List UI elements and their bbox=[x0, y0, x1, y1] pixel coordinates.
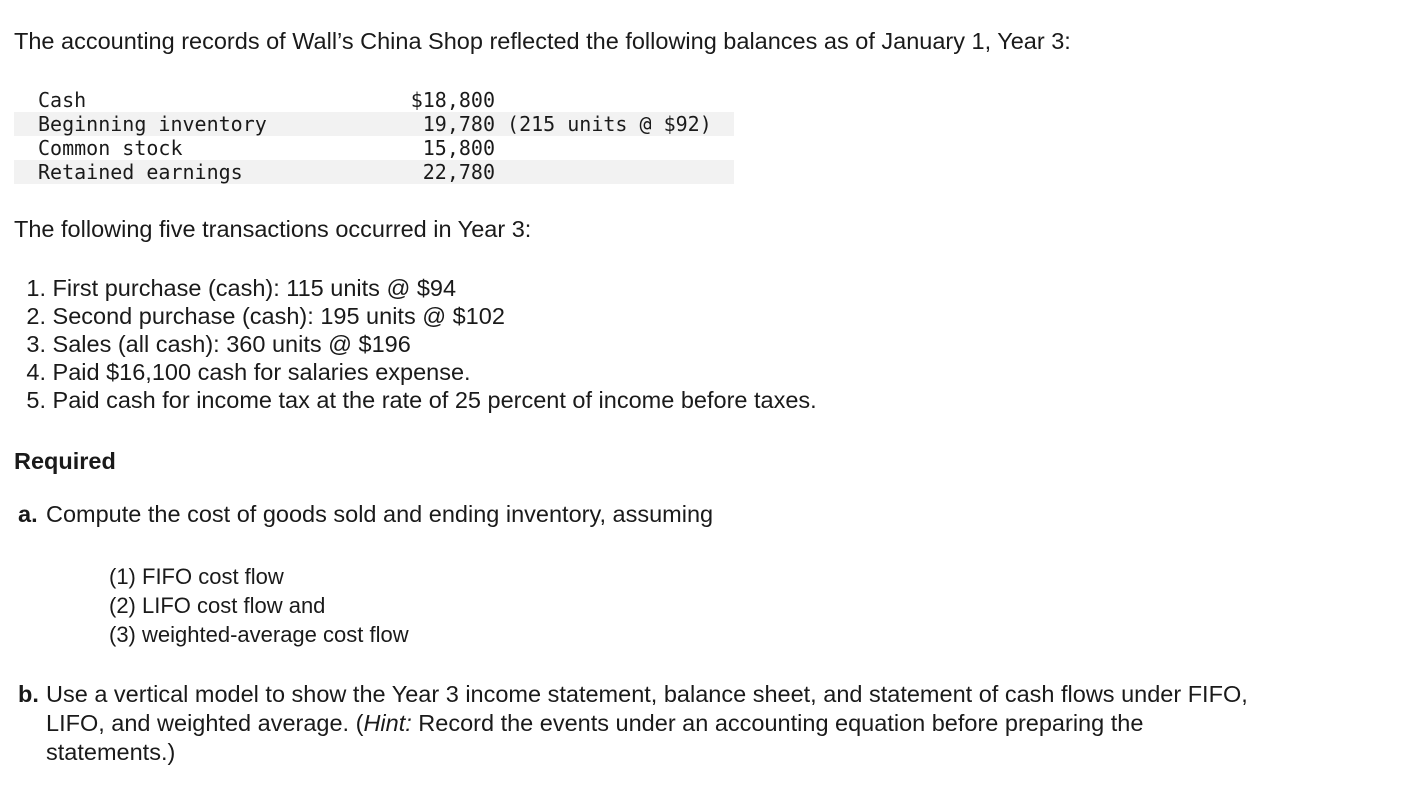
list-item bbox=[14, 386, 817, 414]
part-a-text: Compute the cost of goods sold and ending inventory, assuming bbox=[46, 501, 714, 527]
list-item bbox=[14, 330, 817, 358]
account-note bbox=[495, 136, 734, 160]
list-item: (2) LIFO cost flow and bbox=[109, 593, 326, 618]
item-number: 2. bbox=[26, 303, 46, 329]
table-row bbox=[14, 136, 734, 160]
account-name: Common stock bbox=[38, 136, 183, 160]
table-row bbox=[14, 112, 734, 136]
part-b-label: b. bbox=[18, 681, 39, 707]
item-number: 1. bbox=[26, 275, 46, 301]
hint-label: Hint: bbox=[363, 710, 412, 736]
inventory-note: (215 units @ $92) bbox=[507, 112, 712, 136]
table-row bbox=[14, 160, 734, 184]
item-text: Second purchase (cash): 195 units @ $102 bbox=[52, 303, 505, 329]
account-amount: 15,800 bbox=[422, 136, 495, 160]
part-b-line-1 bbox=[18, 680, 1348, 709]
item-text: Paid cash for income tax at the rate of 25 percent of income before taxes. bbox=[52, 387, 817, 413]
account-name: Retained earnings bbox=[14, 160, 329, 184]
account-note bbox=[495, 88, 734, 112]
item-text: Sales (all cash): 360 units @ $196 bbox=[52, 331, 411, 357]
transaction-list bbox=[14, 274, 817, 414]
part-b-line-2 bbox=[18, 709, 1348, 738]
list-item bbox=[14, 302, 817, 330]
account-amount: $18,800 bbox=[410, 88, 495, 112]
table-row bbox=[14, 88, 734, 112]
required-heading: Required bbox=[14, 448, 116, 474]
part-b-line-2-post: Record the events under an accounting equation before preparing the bbox=[411, 710, 1144, 736]
item-number: 5. bbox=[26, 387, 46, 413]
transactions-intro: The following five transactions occurred in Year 3: bbox=[14, 216, 532, 242]
part-a-label: a. bbox=[18, 501, 38, 527]
account-amount: 19,780 bbox=[329, 112, 495, 136]
account-note bbox=[495, 160, 734, 184]
part-a bbox=[18, 500, 713, 529]
balances-table bbox=[14, 88, 734, 184]
account-amount: 22,780 bbox=[329, 160, 495, 184]
list-item: (3) weighted-average cost flow bbox=[109, 622, 409, 647]
list-item bbox=[14, 358, 817, 386]
intro-text: The accounting records of Wall’s China Shop reflected the following balances as of January 1, Year 3: bbox=[14, 28, 1071, 54]
list-item bbox=[14, 274, 817, 302]
item-text: Paid $16,100 cash for salaries expense. bbox=[52, 359, 471, 385]
item-text: First purchase (cash): 115 units @ $94 bbox=[52, 275, 457, 301]
cost-flow-methods bbox=[109, 562, 409, 649]
list-item: (1) FIFO cost flow bbox=[109, 564, 284, 589]
account-note bbox=[495, 112, 734, 136]
item-number: 3. bbox=[26, 331, 46, 357]
part-b-line-1-text: Use a vertical model to show the Year 3 income statement, balance sheet, and statement of cash flows under FIFO, bbox=[46, 681, 1248, 707]
account-name: Cash bbox=[38, 88, 87, 112]
part-b-line-3: statements.) bbox=[46, 739, 176, 765]
account-name: Beginning inventory bbox=[14, 112, 329, 136]
item-number: 4. bbox=[26, 359, 46, 385]
part-b-line-2-pre: LIFO, and weighted average. ( bbox=[46, 710, 364, 736]
part-b bbox=[18, 680, 1348, 767]
